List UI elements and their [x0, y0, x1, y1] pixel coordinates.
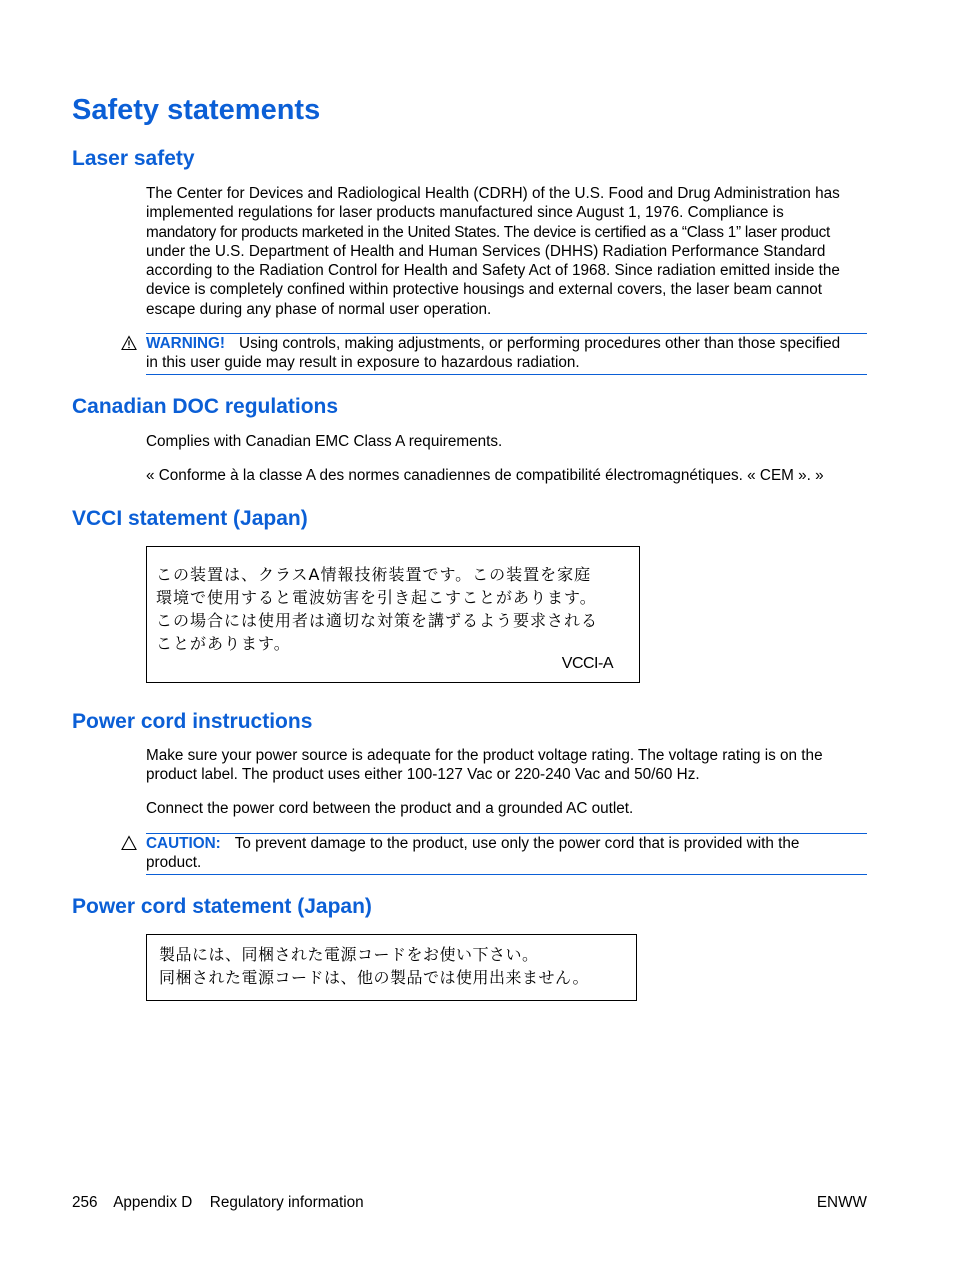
text-line: device is completely confined within protective housings and external covers, the laser beam cannot: [146, 281, 822, 299]
power-cord-heading: Power cord instructions: [72, 710, 313, 733]
laser-safety-body: [146, 184, 868, 319]
text-line: product label. The product uses either 100-127 Vac or 220-240 Vac and 50/60 Hz.: [146, 766, 700, 784]
text-line: ことがあります。: [156, 634, 291, 653]
footer-left: [72, 1193, 364, 1213]
laser-safety-heading: Laser safety: [72, 147, 195, 170]
text-line: under the U.S. Department of Health and Human Services (DHHS) Radiation Performance Standard: [146, 242, 826, 260]
chapter-label: Appendix D: [113, 1194, 193, 1211]
text-line: implemented regulations for laser products manufactured since August 1, 1976. Compliance is: [146, 204, 784, 222]
caution-text: product.: [146, 854, 202, 872]
warning-text: Using controls, making adjustments, or performing procedures other than those specified: [239, 335, 841, 352]
footer-right: ENWW: [816, 1194, 867, 1211]
vcci-mark: VCCI-A: [561, 655, 613, 672]
power-cord-para-1: [146, 746, 868, 785]
canadian-para-1: Complies with Canadian EMC Class A requirements.: [146, 433, 503, 450]
vcci-heading: VCCI statement (Japan): [72, 507, 308, 530]
caution-triangle-icon: [121, 835, 137, 851]
text-line: 製品には、同梱された電源コードをお使い下さい。: [159, 945, 539, 964]
text-line: 同梱された電源コードは、他の製品では使用出来ません。: [159, 968, 589, 987]
power-cord-caution-note: [146, 833, 867, 875]
chapter-title: Regulatory information: [209, 1194, 364, 1211]
page-title: Safety statements: [72, 94, 321, 126]
vcci-text: [156, 563, 598, 655]
power-cord-japan-text: [159, 943, 589, 989]
caution-text: To prevent damage to the product, use only the power cord that is provided with the: [234, 835, 800, 852]
canadian-doc-heading: Canadian DOC regulations: [72, 395, 339, 418]
laser-warning-note: [146, 333, 867, 375]
text-line: The Center for Devices and Radiological Health (CDRH) of the U.S. Food and Drug Administration has: [146, 185, 840, 202]
vcci-statement-box: [146, 546, 640, 683]
text-line: この装置は、クラスA情報技術装置です。この装置を家庭: [156, 565, 592, 584]
power-cord-japan-heading: Power cord statement (Japan): [72, 895, 372, 918]
text-line: 環境で使用すると電波妨害を引き起こすことがあります。: [156, 588, 597, 607]
caution-label: CAUTION:: [146, 835, 221, 852]
text-line: mandatory for products marketed in the United States. The device is certified as a “Class 1” laser product: [146, 223, 831, 241]
text-line: この場合には使用者は適切な対策を講ずるよう要求される: [156, 611, 599, 630]
power-cord-para-2: Connect the power cord between the product and a grounded AC outlet.: [146, 800, 634, 817]
canadian-para-2: « Conforme à la classe A des normes canadiennes de compatibilité électromagnétiques. « CEM ». »: [146, 467, 824, 484]
warning-triangle-icon: [121, 335, 137, 351]
warning-label: WARNING!: [146, 335, 226, 352]
power-cord-japan-box: [146, 934, 637, 1001]
warning-text: in this user guide may result in exposure to hazardous radiation.: [146, 354, 580, 372]
text-line: Make sure your power source is adequate for the product voltage rating. The voltage rating is on the: [146, 747, 823, 764]
text-line: escape during any phase of normal user operation.: [146, 300, 492, 318]
page-number: 256: [72, 1194, 98, 1211]
text-line: according to the Radiation Control for Health and Safety Act of 1968. Since radiation emitted inside the: [146, 262, 840, 280]
